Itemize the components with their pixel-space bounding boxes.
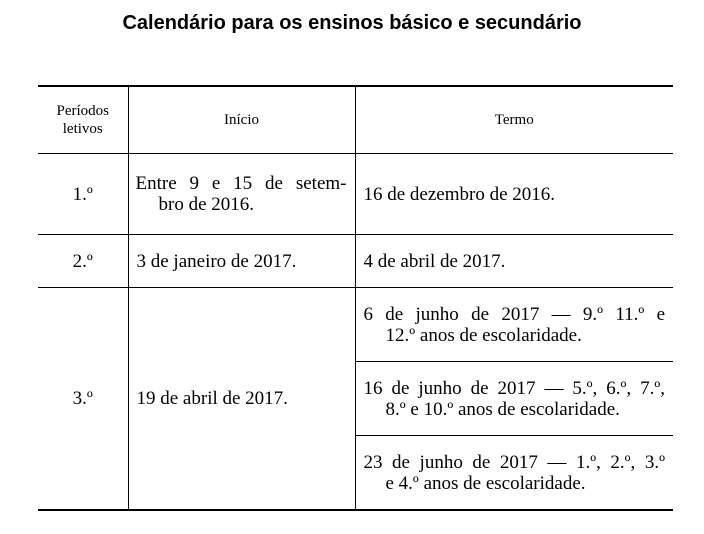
- start-line: bro de 2016.: [158, 194, 255, 215]
- end-line: 4 de abril de 2017.: [363, 250, 506, 272]
- header-periods: [38, 86, 128, 154]
- start-cell: [128, 288, 355, 511]
- page-title: Calendário para os ensinos básico e secundário: [122, 12, 582, 34]
- start-cell: [128, 235, 355, 288]
- header-start: Início: [128, 86, 355, 154]
- table-row: [38, 288, 673, 511]
- end-sub-item: [356, 362, 674, 436]
- table-header-row: [38, 86, 673, 154]
- end-line: 12.º anos de escolaridade.: [385, 324, 582, 346]
- start-line: Entre 9 e 15 de setem-: [135, 173, 347, 194]
- period-cell: 2.º: [38, 235, 128, 288]
- end-line: 23 de junho de 2017 — 1.º, 2.º, 3.º: [363, 451, 665, 473]
- end-line: 16 de dezembro de 2016.: [363, 183, 556, 205]
- header-periods-line-1: Períodos: [56, 103, 109, 119]
- end-line: 8.º e 10.º anos de escolaridade.: [385, 398, 620, 420]
- end-sub-item: [356, 436, 674, 509]
- end-line: e 4.º anos de escolaridade.: [385, 472, 586, 494]
- end-line: 6 de junho de 2017 — 9.º 11.º e: [363, 303, 665, 325]
- header-periods-line-2: letivos: [62, 121, 103, 137]
- header-end: Termo: [355, 86, 673, 154]
- end-sub-item: [356, 288, 674, 362]
- table-row: [38, 235, 673, 288]
- start-line: 3 de janeiro de 2017.: [136, 250, 297, 272]
- end-cell: [355, 235, 673, 288]
- end-line: 16 de junho de 2017 — 5.º, 6.º, 7.º,: [363, 377, 665, 399]
- period-cell: 1.º: [38, 154, 128, 235]
- start-cell: [128, 154, 355, 235]
- school-calendar-table: [38, 85, 673, 511]
- start-line: 19 de abril de 2017.: [136, 388, 288, 409]
- end-cell-multi: [355, 288, 673, 511]
- period-cell: 3.º: [38, 288, 128, 511]
- table-row: [38, 154, 673, 235]
- end-cell: [355, 154, 673, 235]
